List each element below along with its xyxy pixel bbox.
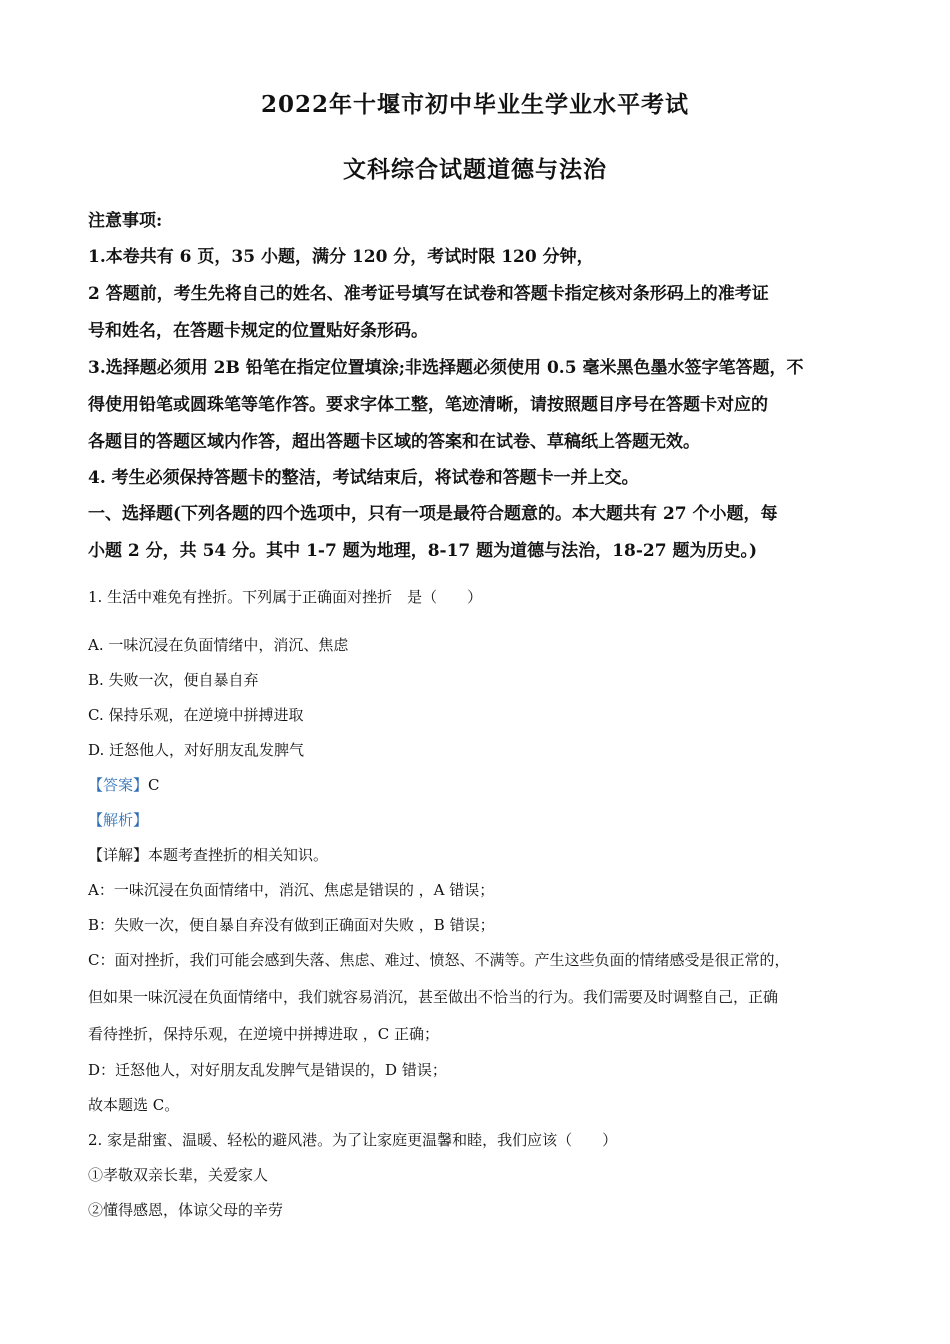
question-2-item: ①孝敬双亲长辈，关爱家人	[88, 1166, 269, 1184]
question-1-option-d: D. 迁怒他人，对好朋友乱发脾气	[88, 741, 305, 759]
notice-line: 1.本卷共有 6 页，35 小题，满分 120 分，考试时限 120 分钟，	[88, 247, 594, 267]
detail-line: 故本题选 C。	[88, 1096, 180, 1114]
detail-line: A：一味沉浸在负面情绪中，消沉、焦虑是错误的 ，A 错误；	[88, 881, 495, 899]
question-2-item: ②懂得感恩，体谅父母的辛劳	[88, 1201, 284, 1219]
notice-line: 3.选择题必须用 2B 铅笔在指定位置填涂;非选择题必须使用 0.5 毫米黑色墨水签字笔答题，不	[88, 358, 804, 378]
notice-line: 号和姓名，在答题卡规定的位置贴好条形码。	[88, 321, 428, 341]
document-subtitle: 文科综合试题道德与法治	[343, 156, 607, 183]
section-heading-line: 一、选择题(下列各题的四个选项中，只有一项是最符合题意的。本大题共有 27 个小题，每	[88, 504, 778, 524]
question-2-stem: 2. 家是甜蜜、温暖、轻松的避风港。为了让家庭更温馨和睦，我们应该（ ）	[88, 1131, 618, 1149]
answer-value: C	[148, 776, 160, 794]
analysis-tag: 【解析】	[88, 811, 149, 829]
question-1-option-c: C. 保持乐观，在逆境中拼搏进取	[88, 706, 304, 724]
detail-line: 但如果一味沉浸在负面情绪中，我们就容易消沉，甚至做出不恰当的行为。我们需要及时调整自己，正确	[88, 988, 779, 1006]
notice-line: 各题目的答题区域内作答，超出答题卡区域的答案和在试卷、草稿纸上答题无效。	[88, 432, 700, 452]
answer-row	[88, 774, 868, 795]
document-title: 2022年十堰市初中毕业生学业水平考试	[260, 91, 689, 118]
answer-tag: 【答案】	[88, 776, 149, 794]
notice-line: 2 答题前，考生先将自己的姓名、准考证号填写在试卷和答题卡指定核对条形码上的准考证	[88, 284, 769, 304]
question-1-option-a: A. 一味沉浸在负面情绪中，消沉、焦虑	[88, 636, 349, 654]
notice-heading: 注意事项:	[88, 211, 163, 231]
detail-line: D：迁怒他人，对好朋友乱发脾气是错误的，D 错误；	[88, 1061, 447, 1079]
notice-line: 得使用铅笔或圆珠笔等笔作答。要求字体工整，笔迹清晰，请按照题目序号在答题卡对应的	[88, 395, 768, 415]
question-1-option-b: B. 失败一次，便自暴自弃	[88, 671, 259, 689]
question-1-stem: 1. 生活中难免有挫折。下列属于正确面对挫折 是（ ）	[88, 588, 483, 606]
notice-line: 4. 考生必须保持答题卡的整洁，考试结束后，将试卷和答题卡一并上交。	[88, 468, 639, 488]
detail-line: C：面对挫折，我们可能会感到失落、焦虑、难过、愤怒、不满等。产生这些负面的情绪感受是很正常的，	[88, 951, 790, 969]
section-heading-line: 小题 2 分，共 54 分。其中 1-7 题为地理，8-17 题为道德与法治，18-27 题为历史。)	[88, 541, 758, 561]
detail-line: 【详解】本题考查挫折的相关知识。	[88, 846, 329, 864]
detail-line: 看待挫折，保持乐观，在逆境中拼搏进取 ，C 正确；	[88, 1025, 440, 1043]
detail-line: B：失败一次，便自暴自弃没有做到正确面对失败 ，B 错误；	[88, 916, 495, 934]
